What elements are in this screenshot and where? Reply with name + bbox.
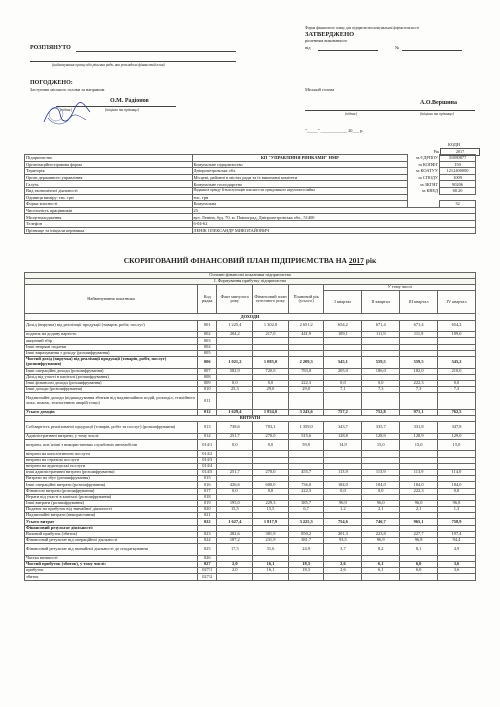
row-code: 019 [198, 500, 217, 506]
table-row [25, 439, 476, 451]
row-value: 6,0 [400, 561, 438, 567]
row-value: 335,7 [362, 422, 400, 434]
row-value: 671,4 [400, 320, 438, 332]
row-label: Інші фінансові доходи (розшифрування) [25, 380, 198, 386]
row-code: 005 [198, 350, 217, 356]
row-value: 6,1 [362, 561, 400, 567]
agreed-caption-name: (ініціали та прізвище) [105, 108, 140, 112]
row-value [253, 393, 289, 409]
row-value: 14,9 [324, 439, 362, 451]
row-value: 0,0 [253, 488, 289, 494]
row-value: 1 627,4 [217, 519, 253, 525]
row-value: 2,0 [217, 561, 253, 567]
row-code: 012 [198, 409, 217, 415]
row-value: 559,5 [362, 356, 400, 368]
row-value: 545,2 [438, 356, 476, 368]
row-value: 736,0 [288, 482, 324, 488]
row-value: 703,1 [253, 422, 289, 434]
row-label: прибуток [25, 568, 198, 574]
row-value: 96,8 [400, 538, 438, 544]
row-value: 2,0 [217, 568, 253, 574]
row-value [400, 574, 438, 580]
row-value: 6,1 [362, 568, 400, 574]
row-value: 15,5 [253, 507, 289, 513]
row-value: 182,0 [400, 368, 438, 374]
row-code: 014/2 [198, 451, 217, 457]
row-value: 18,3 [288, 561, 324, 567]
row-value: 671,4 [362, 320, 400, 332]
row-value: 186,0 [362, 368, 400, 374]
row-value: 600,0 [253, 482, 289, 488]
col-quarters: У тому числі [324, 285, 476, 291]
row-value: 8,2 [362, 544, 400, 556]
mayor-position: Міський голова [305, 87, 335, 92]
row-label: Усього доходів [25, 409, 198, 415]
row-value [288, 393, 324, 409]
row-code: 014/4 [198, 463, 217, 469]
row-value: 96,8 [438, 500, 476, 506]
row-value: 270,0 [253, 433, 289, 439]
agreed-position: Заступник міського голови за напрямом [30, 87, 105, 92]
row-value: 94,4 [438, 538, 476, 544]
row-value: 96,0 [362, 500, 400, 506]
row-label: Частка меншості [25, 555, 198, 561]
row-value: 7,3 [362, 387, 400, 393]
info-row: Організаційно-правова форма Комунальне підприємство за КОПФГ 150 [25, 161, 476, 168]
row-value: 187,2 [217, 538, 253, 544]
row-value: 109,1 [324, 332, 362, 338]
row-value: 1 817,9 [253, 519, 289, 525]
row-code: 001 [198, 320, 217, 332]
row-label: витрати на страхові послуги [25, 457, 198, 463]
row-value: 347,8 [438, 422, 476, 434]
row-value: 0,0 [438, 488, 476, 494]
row-value: 111,9 [362, 332, 400, 338]
row-label: Втрати від участі в капіталі (розшифрування) [25, 494, 198, 500]
row-value [324, 574, 362, 580]
row-value: 223,8 [362, 531, 400, 537]
row-value: 385,7 [288, 500, 324, 506]
row-label: витрати, пов`язані з використанням службових автомобілів [25, 439, 198, 451]
row-value: 1 359,0 [288, 422, 324, 434]
reviewed-title: РОЗГЛЯНУТО [30, 45, 71, 51]
row-value: 217,0 [253, 332, 289, 338]
row-code: 009 [198, 380, 217, 386]
row-value: 197,4 [438, 531, 476, 537]
col-q4: IV квартал [438, 291, 476, 314]
row-label: Чистий дохід (виручка) від реалізації продукції (товарів, робіт, послуг) (розшифрування) [25, 356, 198, 368]
row-value [253, 574, 289, 580]
row-value: 29,0 [288, 387, 324, 393]
info-row: Галузь Комунальне господарство за ЗКГНГ 90206 [25, 181, 476, 188]
approved-line2: від [305, 45, 311, 50]
row-value: 195,0 [217, 500, 253, 506]
row-value [438, 393, 476, 409]
row-value: 15,5 [217, 507, 253, 513]
row-value: 1,3 [438, 507, 476, 513]
row-code: 011 [198, 393, 217, 409]
row-value: 282,6 [217, 531, 253, 537]
row-value: 754,6 [324, 519, 362, 525]
row-value: 0,0 [362, 380, 400, 386]
row-value: 222,3 [288, 488, 324, 494]
row-value: 654,2 [438, 320, 476, 332]
row-value: 251,7 [217, 433, 253, 439]
row-value: 24,9 [288, 544, 324, 556]
row-value: 222,3 [400, 380, 438, 386]
info-row: Телефон 6-04-62 [25, 220, 476, 227]
agreed-caption-sign: (підпис) [60, 108, 73, 112]
col-name: Найменування показника [25, 285, 198, 314]
row-value: 270,0 [253, 469, 289, 475]
row-code: 010 [198, 387, 217, 393]
row-value: 654,2 [324, 320, 362, 332]
row-value: 4,9 [438, 544, 476, 556]
row-value: 3,7 [324, 544, 362, 556]
row-value: 0,0 [217, 488, 253, 494]
row-value: 2,6 [324, 568, 362, 574]
row-label: Валовий прибуток (збиток) [25, 531, 198, 537]
subsection-header: I. Формування прибутку підприємства [25, 279, 476, 285]
mayor-caption-name: (ініціали та прізвище) [420, 112, 455, 116]
row-value: 227,7 [400, 531, 438, 537]
row-label: збиток [25, 574, 198, 580]
row-value [324, 393, 362, 409]
section-expense: ВИТРАТИ [25, 415, 476, 421]
row-code: 015 [198, 476, 217, 482]
row-label: Надзвичайні витрати (використання) [25, 513, 198, 519]
row-value: 783,0 [288, 368, 324, 374]
row-label: Фінансовий результат від операційної діяльності [25, 538, 198, 544]
row-label: акцизний збір [25, 338, 198, 344]
row-value: 3 225,3 [288, 519, 324, 525]
row-value: 59,9 [288, 439, 324, 451]
row-value: 128,9 [400, 433, 438, 439]
row-code: 002 [198, 332, 217, 338]
row-value: 7,3 [438, 387, 476, 393]
row-label: податок на додану вартість [25, 332, 198, 338]
document-title: СКОРИГОВАНИЙ ФІНАНСОВИЙ ПЛАН ПІДПРИЄМСТВА НА 2017 рік [123, 256, 377, 265]
row-value: 2 651,2 [288, 320, 324, 332]
row-value: 96,9 [324, 500, 362, 506]
top-note: Форма фінансового плану для підприємства комунальної форми власності [305, 26, 419, 30]
mayor-date: "_____" ____________ 20___ р. [305, 128, 364, 133]
row-value: 331,8 [400, 422, 438, 434]
row-label: Адміністративні витрати, у тому числі: [25, 433, 198, 439]
info-row: Прізвище та ініціали керівника ЛЕНІК ОЛЕКСАНДР МИКОЛАЙОВИЧ [25, 227, 476, 234]
row-value [288, 574, 324, 580]
row-label: Собівартість реалізованої продукції (товарів, робіт та послуг) (розшифрування) [25, 422, 198, 434]
col-plan-year: Плановий рік (усього) [288, 285, 324, 314]
row-value: 114,0 [438, 469, 476, 475]
enterprise-info-table [24, 154, 476, 234]
row-value: 1,2 [324, 507, 362, 513]
table-row [25, 356, 476, 368]
row-value: 6,0 [400, 568, 438, 574]
col-fact: Факт минулого року [217, 285, 253, 314]
row-label: Інші непрямі податки [25, 344, 198, 350]
row-value: 201,3 [324, 531, 362, 537]
row-code: 004 [198, 344, 217, 350]
row-label: Фінансовий результат від звичайної діяльності до оподаткування [25, 544, 198, 556]
row-value: 515,6 [288, 433, 324, 439]
row-code: 021 [198, 513, 217, 519]
row-code: 023 [198, 531, 217, 537]
info-row: Одиниця виміру: тис. грн тис. грн [25, 194, 476, 201]
row-value: 0,0 [217, 439, 253, 451]
row-code: 027/2 [198, 574, 217, 580]
row-value: 111,9 [400, 332, 438, 338]
row-value: 3,6 [438, 568, 476, 574]
row-value: 1 021,2 [217, 356, 253, 368]
row-label: Інші операційні витрати (розшифрування) [25, 482, 198, 488]
row-label: Дохід (виручка) від реалізації продукції (товарів, робіт, послуг) [25, 320, 198, 332]
row-label: витрати на аудиторські послуги [25, 463, 198, 469]
row-value: 17,5 [217, 544, 253, 556]
info-row: Вид економічної діяльності Надання в оренду й експлуатацію власного чи орендованого нерухомого майна за КВЕД 68.20 [25, 187, 476, 194]
row-value: 1 302,0 [253, 320, 289, 332]
row-code: 018 [198, 494, 217, 500]
row-value: 545,1 [324, 356, 362, 368]
info-row: Форма власності Комунальна 32 [25, 201, 476, 208]
info-row: Місцезнаходження вул. Леніна, буд. 70, м. Павлоград, Дніпропетровська обл., 51400 [25, 214, 476, 221]
row-value: 15,0 [400, 439, 438, 451]
col-q1: I квартал [324, 291, 362, 314]
row-value: 0,0 [438, 380, 476, 386]
approved-number-label: № [395, 45, 400, 50]
table-row [25, 544, 476, 556]
row-value: 15,0 [362, 439, 400, 451]
row-code: 014/1 [198, 439, 217, 451]
row-label: Витрати на збут (розшифрування) [25, 476, 198, 482]
row-value: 222,3 [288, 380, 324, 386]
row-value: 3,6 [438, 561, 476, 567]
row-value: 96,9 [362, 538, 400, 544]
row-code: 017 [198, 488, 217, 494]
row-value: 0,0 [217, 380, 253, 386]
row-value: 757,2 [324, 409, 362, 415]
row-value: 222,3 [400, 488, 438, 494]
row-value [362, 393, 400, 409]
row-code: 016 [198, 482, 217, 488]
row-label: витрати на консалтингові послуги [25, 451, 198, 457]
row-label: Фінансові витрати (розшифрування) [25, 488, 198, 494]
row-value: 965,1 [400, 519, 438, 525]
row-value: 971,1 [400, 409, 438, 415]
row-value: 2 209,3 [288, 356, 324, 368]
row-value: 251,7 [217, 469, 253, 475]
row-value: 18,3 [288, 568, 324, 574]
row-label: Інші операційні доходи (розшифрування) [25, 368, 198, 374]
row-value: 210,0 [438, 368, 476, 374]
info-row: Підприємство КП "УПРАВЛІННЯ РИНКАМИ" НМР за ЄДРПОУ 31080877 [25, 155, 476, 162]
row-value: 381,9 [253, 531, 289, 537]
row-value: 129,0 [438, 433, 476, 439]
agreed-name: О.М. Радіонов [110, 98, 149, 104]
row-label: Усього витрат [25, 519, 198, 525]
row-value: 582,9 [217, 368, 253, 374]
row-value [217, 574, 253, 580]
row-label: Інші доходи (розшифрування) [25, 387, 198, 393]
financial-plan-table [24, 272, 476, 581]
row-value: 0,0 [253, 380, 289, 386]
row-code: 006 [198, 356, 217, 368]
approved-line1: рішенням виконавчого [305, 38, 348, 43]
row-value: 559,5 [400, 356, 438, 368]
row-value: 746,7 [362, 519, 400, 525]
row-value: 1 834,0 [253, 409, 289, 415]
row-value: 128,9 [362, 433, 400, 439]
row-value: 184,0 [438, 482, 476, 488]
row-value: 231,9 [253, 538, 289, 544]
row-label: інші адміністративні витрати (розшифрування) [25, 469, 198, 475]
row-value: 184,0 [324, 482, 362, 488]
row-code: 027/1 [198, 568, 217, 574]
col-q3: III квартал [400, 291, 438, 314]
mayor-name: А.О.Вершина [420, 100, 457, 106]
row-code: 025 [198, 544, 217, 556]
row-value: 113,9 [400, 469, 438, 475]
row-value: 2,1 [362, 507, 400, 513]
col-code: Код рядка [198, 285, 217, 314]
row-value: 2,6 [324, 561, 362, 567]
table-row [25, 393, 476, 409]
row-code: 014/3 [198, 457, 217, 463]
codes-header: КОДИ [448, 142, 460, 147]
row-value: 758,9 [438, 519, 476, 525]
row-value: 0,0 [324, 488, 362, 494]
row-label: Фінансовий результат діяльності: [25, 525, 198, 531]
row-code: 008 [198, 374, 217, 380]
row-label: Інші витрати (розшифрування) [25, 500, 198, 506]
row-value: 1 629,4 [217, 409, 253, 415]
row-code: 014 [198, 433, 217, 439]
row-value [438, 574, 476, 580]
row-value: 752,8 [362, 409, 400, 415]
row-value: 762,5 [438, 409, 476, 415]
table-row [25, 422, 476, 434]
row-value [362, 574, 400, 580]
row-code: 013 [198, 422, 217, 434]
row-value: 0,0 [253, 439, 289, 451]
row-code: 027 [198, 561, 217, 567]
row-value: 7,3 [400, 387, 438, 393]
section-header: Основні фінансові показники підприємства [25, 273, 476, 279]
row-value: 3 243,6 [288, 409, 324, 415]
info-row: Орган державного управління Місцеві, районні в містах ради та їх виконавчі комітети за СПОДУ 1009 [25, 174, 476, 181]
col-plan-current: Фінансовий план поточного року [253, 285, 289, 314]
row-value: 850,2 [288, 531, 324, 537]
table-row [25, 574, 476, 580]
row-value: 229,3 [253, 500, 289, 506]
row-value: 128,8 [324, 433, 362, 439]
col-q2: II квартал [362, 291, 400, 314]
row-code: 007 [198, 368, 217, 374]
approved-title: ЗАТВЕРДЖЕНО [305, 31, 355, 38]
row-value: 426,6 [217, 482, 253, 488]
row-value [217, 393, 253, 409]
row-code: 020 [198, 507, 217, 513]
row-value: 93,5 [324, 538, 362, 544]
row-label: Чистий прибуток (збиток), у тому числі: [25, 561, 198, 567]
row-value: 2,1 [400, 507, 438, 513]
row-value: 113,9 [324, 469, 362, 475]
row-code: 022 [198, 519, 217, 525]
row-value: 1 085,0 [253, 356, 289, 368]
row-value: 381,7 [288, 538, 324, 544]
row-value: 0,0 [362, 488, 400, 494]
info-row: Чисельність працівників 25 [25, 207, 476, 214]
row-code: 014/5 [198, 469, 217, 475]
info-row: Територія Дніпропетровська обл. за КОАТУУ 1212400000 [25, 168, 476, 175]
row-label: Інші вирахування з доходу (розшифрування) [25, 350, 198, 356]
reviewed-caption: (найменування органу або рішення ради, яка розглядала фінансовий план) [52, 63, 165, 67]
mayor-caption-sign: (підпис) [345, 112, 358, 116]
row-value: 184,0 [400, 482, 438, 488]
row-value: 184,0 [362, 482, 400, 488]
row-value: 109,0 [438, 332, 476, 338]
section-income: ДОХОДИ [25, 314, 476, 320]
agreed-title: ПОГОДЖЕНО: [30, 80, 73, 86]
row-code: 024 [198, 538, 217, 544]
row-value: 16,1 [253, 561, 289, 567]
row-label: Податок на прибуток від звичайної діяльності [25, 507, 198, 513]
row-value: 8,1 [400, 544, 438, 556]
row-value: 720,0 [253, 368, 289, 374]
row-code: 026 [198, 555, 217, 561]
row-value: 204,2 [217, 332, 253, 338]
codes-table: Рік 2017 [406, 148, 480, 156]
row-label: Надзвичайні доходи (відшкодування збитків від надзвичайних подій, розподіл, стихійного лиха, пожеж, техногенних аварій тощо) [25, 393, 198, 409]
row-code: 003 [198, 338, 217, 344]
table-row [25, 320, 476, 332]
row-value: 441,9 [288, 332, 324, 338]
row-value: 16,1 [253, 568, 289, 574]
row-value: 96,0 [400, 500, 438, 506]
row-value: 343,7 [324, 422, 362, 434]
row-value: 29,0 [253, 387, 289, 393]
row-value: 31,6 [253, 544, 289, 556]
row-value: 25,3 [217, 387, 253, 393]
row-value [400, 393, 438, 409]
row-value: 15,0 [438, 439, 476, 451]
row-value: 7,1 [324, 387, 362, 393]
row-value: 455,7 [288, 469, 324, 475]
row-value: 738,6 [217, 422, 253, 434]
row-value: 1 225,4 [217, 320, 253, 332]
row-value: 113,9 [362, 469, 400, 475]
row-value: 0,0 [324, 380, 362, 386]
row-value: 205,0 [324, 368, 362, 374]
signature-image [40, 100, 95, 130]
row-value: 6,7 [288, 507, 324, 513]
row-label: Дохід від участі в капіталі (розшифрування) [25, 374, 198, 380]
document-year: 2017 [348, 256, 364, 265]
